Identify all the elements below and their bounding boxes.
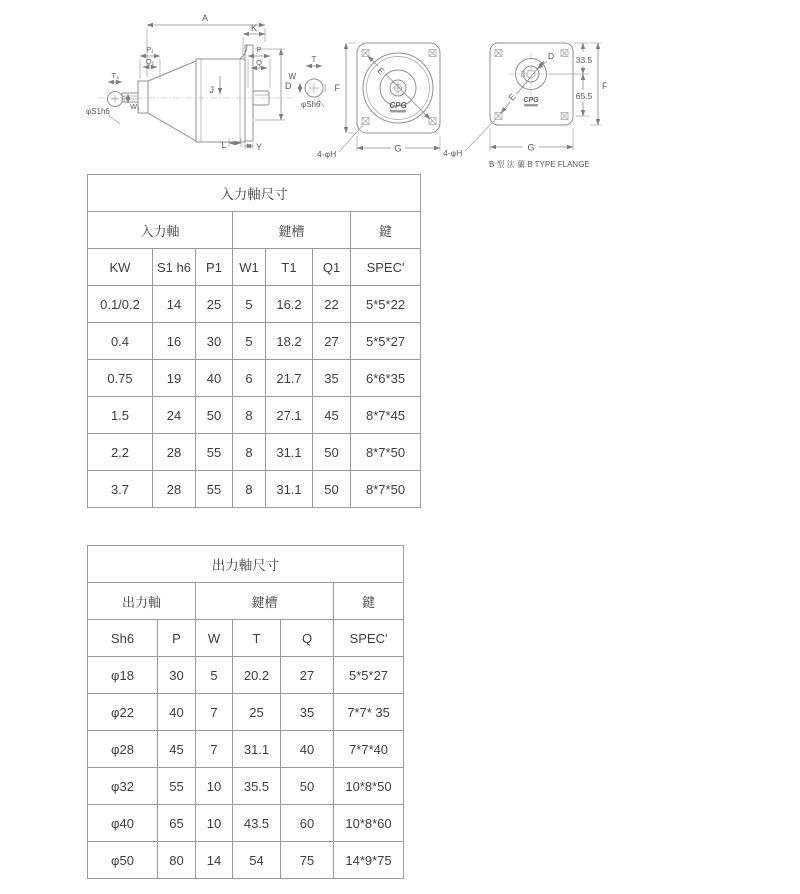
table-row [88,471,421,508]
table-cell: 14 [196,842,233,879]
table-cell: 30 [196,323,233,360]
dim-label-q: Q [256,58,262,67]
column-header: W1 [233,249,266,286]
table-cell: 19 [153,360,196,397]
table-cell: 8*7*45 [351,397,421,434]
table-cell: 20.2 [233,657,281,694]
table-cell: 2.2 [88,434,153,471]
table-cell: 43.5 [233,805,281,842]
table-cell: 8 [233,434,266,471]
side-view [86,13,326,152]
table-cell: 54 [233,842,281,879]
table-cell: 28 [153,471,196,508]
table-cell: 55 [158,768,196,805]
column-header: KW [88,249,153,286]
table-cell: φ18 [88,657,158,694]
table-cell: 80 [158,842,196,879]
b-type-flange-caption: B 型 法 蘭 B TYPE FLANGE [489,160,590,169]
dim-label-w: W [288,72,296,81]
output-shaft-table [87,545,404,879]
table-row [88,842,404,879]
bolt-hole-icon [495,50,568,120]
table-cell: 0.1/0.2 [88,286,153,323]
column-group-header: 出力軸 [88,583,196,620]
table-cell: 50 [281,768,334,805]
column-group-header: 入力軸 [88,212,233,249]
dim-label-d-flange: D [548,51,555,61]
table-cell: 31.1 [266,471,313,508]
table-cell: 27.1 [266,397,313,434]
table-cell: 24 [153,397,196,434]
table-cell: 65 [158,805,196,842]
table-row [88,286,421,323]
table-cell: 40 [281,731,334,768]
table-cell: 31.1 [266,434,313,471]
table-cell: 6*6*35 [351,360,421,397]
dim-label-t: T [311,55,317,64]
dim-label-y: Y [255,142,263,152]
column-group-header: 鍵槽 [196,583,334,620]
column-header: SPEC' [334,620,404,657]
table-cell: 5*5*27 [334,657,404,694]
dim-value-33-5: 33.5 [575,55,593,65]
table-cell: 27 [281,657,334,694]
table-cell: 10*8*50 [334,768,404,805]
column-group-header: 鍵 [334,583,404,620]
table-cell: 55 [196,471,233,508]
b-type-flange-view [443,43,608,169]
table-title: 出力軸尺寸 [88,546,404,583]
table-cell: 0.75 [88,360,153,397]
column-header: Q [281,620,334,657]
dim-label-p: P [256,45,262,54]
table-cell: 31.1 [233,731,281,768]
table-cell: 8*7*50 [351,434,421,471]
table-cell: 40 [196,360,233,397]
shaft-in-diameter-label: φS1h6 [86,107,110,116]
table-cell: 5 [233,323,266,360]
table-cell: 75 [281,842,334,879]
table-cell: 5*5*22 [351,286,421,323]
b-flange-outline [490,43,573,125]
cpg-logo-subtext [390,110,406,113]
table-cell: 35 [281,694,334,731]
table-cell: φ40 [88,805,158,842]
dim-label-e-flange: E [506,91,518,103]
table-cell: 8 [233,471,266,508]
table-cell: 50 [196,397,233,434]
table-row [88,731,404,768]
table-cell: 35 [313,360,351,397]
table-cell: 14 [153,286,196,323]
table-cell: 30 [158,657,196,694]
dim-label-q1: Q₁ [145,57,155,66]
table-cell: 10*8*60 [334,805,404,842]
table-cell: 7 [196,731,233,768]
table-cell: 40 [158,694,196,731]
cpg-logo-subtext [524,104,538,107]
dim-label-g-flange: G [527,142,535,153]
dim-label-j: J [209,85,214,95]
table-cell: φ22 [88,694,158,731]
column-header: SPEC' [351,249,421,286]
table-cell: 27 [313,323,351,360]
table-row [88,434,421,471]
table-cell: 10 [196,768,233,805]
table-cell: 55 [196,434,233,471]
table-cell: 3.7 [88,471,153,508]
table-row [88,397,421,434]
table-cell: 35.5 [233,768,281,805]
table-cell: 50 [313,471,351,508]
flange-plate [245,45,253,141]
column-header: T [233,620,281,657]
table-cell: 25 [196,286,233,323]
table-cell: 25 [233,694,281,731]
bolt-holes-label-flange: 4-φH [443,148,463,158]
table-cell: 10 [196,805,233,842]
dim-label-a: A [201,13,209,23]
table-cell: 28 [153,434,196,471]
cpg-logo: CPG [389,101,407,110]
dim-label-f-flange: F [602,81,608,91]
bolt-holes-label-front: 4-φH [317,149,337,159]
column-group-header: 鍵槽 [233,212,351,249]
column-header: P1 [196,249,233,286]
dim-value-65-5: 65.5 [575,91,593,101]
table-cell: φ28 [88,731,158,768]
table-row [88,657,404,694]
table-cell: 0.4 [88,323,153,360]
table-row [88,323,421,360]
dim-label-w1: W₁ [130,102,140,111]
table-cell: 8 [233,397,266,434]
table-cell: 6 [233,360,266,397]
motor-housing [148,61,196,141]
table-cell: φ32 [88,768,158,805]
cpg-logo: CPG [523,97,539,104]
dim-label-p1: P₁ [146,45,154,54]
table-cell: 5 [233,286,266,323]
column-header: Q1 [313,249,351,286]
table-cell: 50 [313,434,351,471]
column-header: W [196,620,233,657]
table-cell: 14*9*75 [334,842,404,879]
column-header: T1 [266,249,313,286]
table-cell: 5*5*27 [351,323,421,360]
table-cell: 7*7*40 [334,731,404,768]
dim-label-t1: T₁ [111,71,119,80]
dim-label-f-front: F [334,83,340,93]
table-row [88,805,404,842]
column-header: S1 h6 [153,249,196,286]
dim-label-g-front: G [394,143,402,154]
shaft-out-diameter-label: φSh6 [301,100,321,109]
table-cell: 7 [196,694,233,731]
table-cell: 22 [313,286,351,323]
dim-label-d: D [285,81,292,91]
column-header: P [158,620,196,657]
table-cell: 45 [158,731,196,768]
dim-label-l: L [221,140,227,150]
table-cell: 18.2 [266,323,313,360]
table-cell: 1.5 [88,397,153,434]
table-cell: 16.2 [266,286,313,323]
column-header: Sh6 [88,620,158,657]
technical-drawing [0,0,800,175]
table-cell: 60 [281,805,334,842]
table-row [88,768,404,805]
input-shaft-table [87,174,421,508]
table-cell: 5 [196,657,233,694]
column-group-header: 鍵 [351,212,421,249]
table-cell: 7*7* 35 [334,694,404,731]
table-row [88,360,421,397]
table-cell: 21.7 [266,360,313,397]
table-cell: 8*7*50 [351,471,421,508]
table-title: 入力軸尺寸 [88,175,421,212]
table-row [88,694,404,731]
table-cell: 16 [153,323,196,360]
table-cell: φ50 [88,842,158,879]
front-view [317,43,440,159]
dim-label-e-front: E [375,65,387,77]
dim-label-k: K [250,23,258,33]
table-cell: 45 [313,397,351,434]
